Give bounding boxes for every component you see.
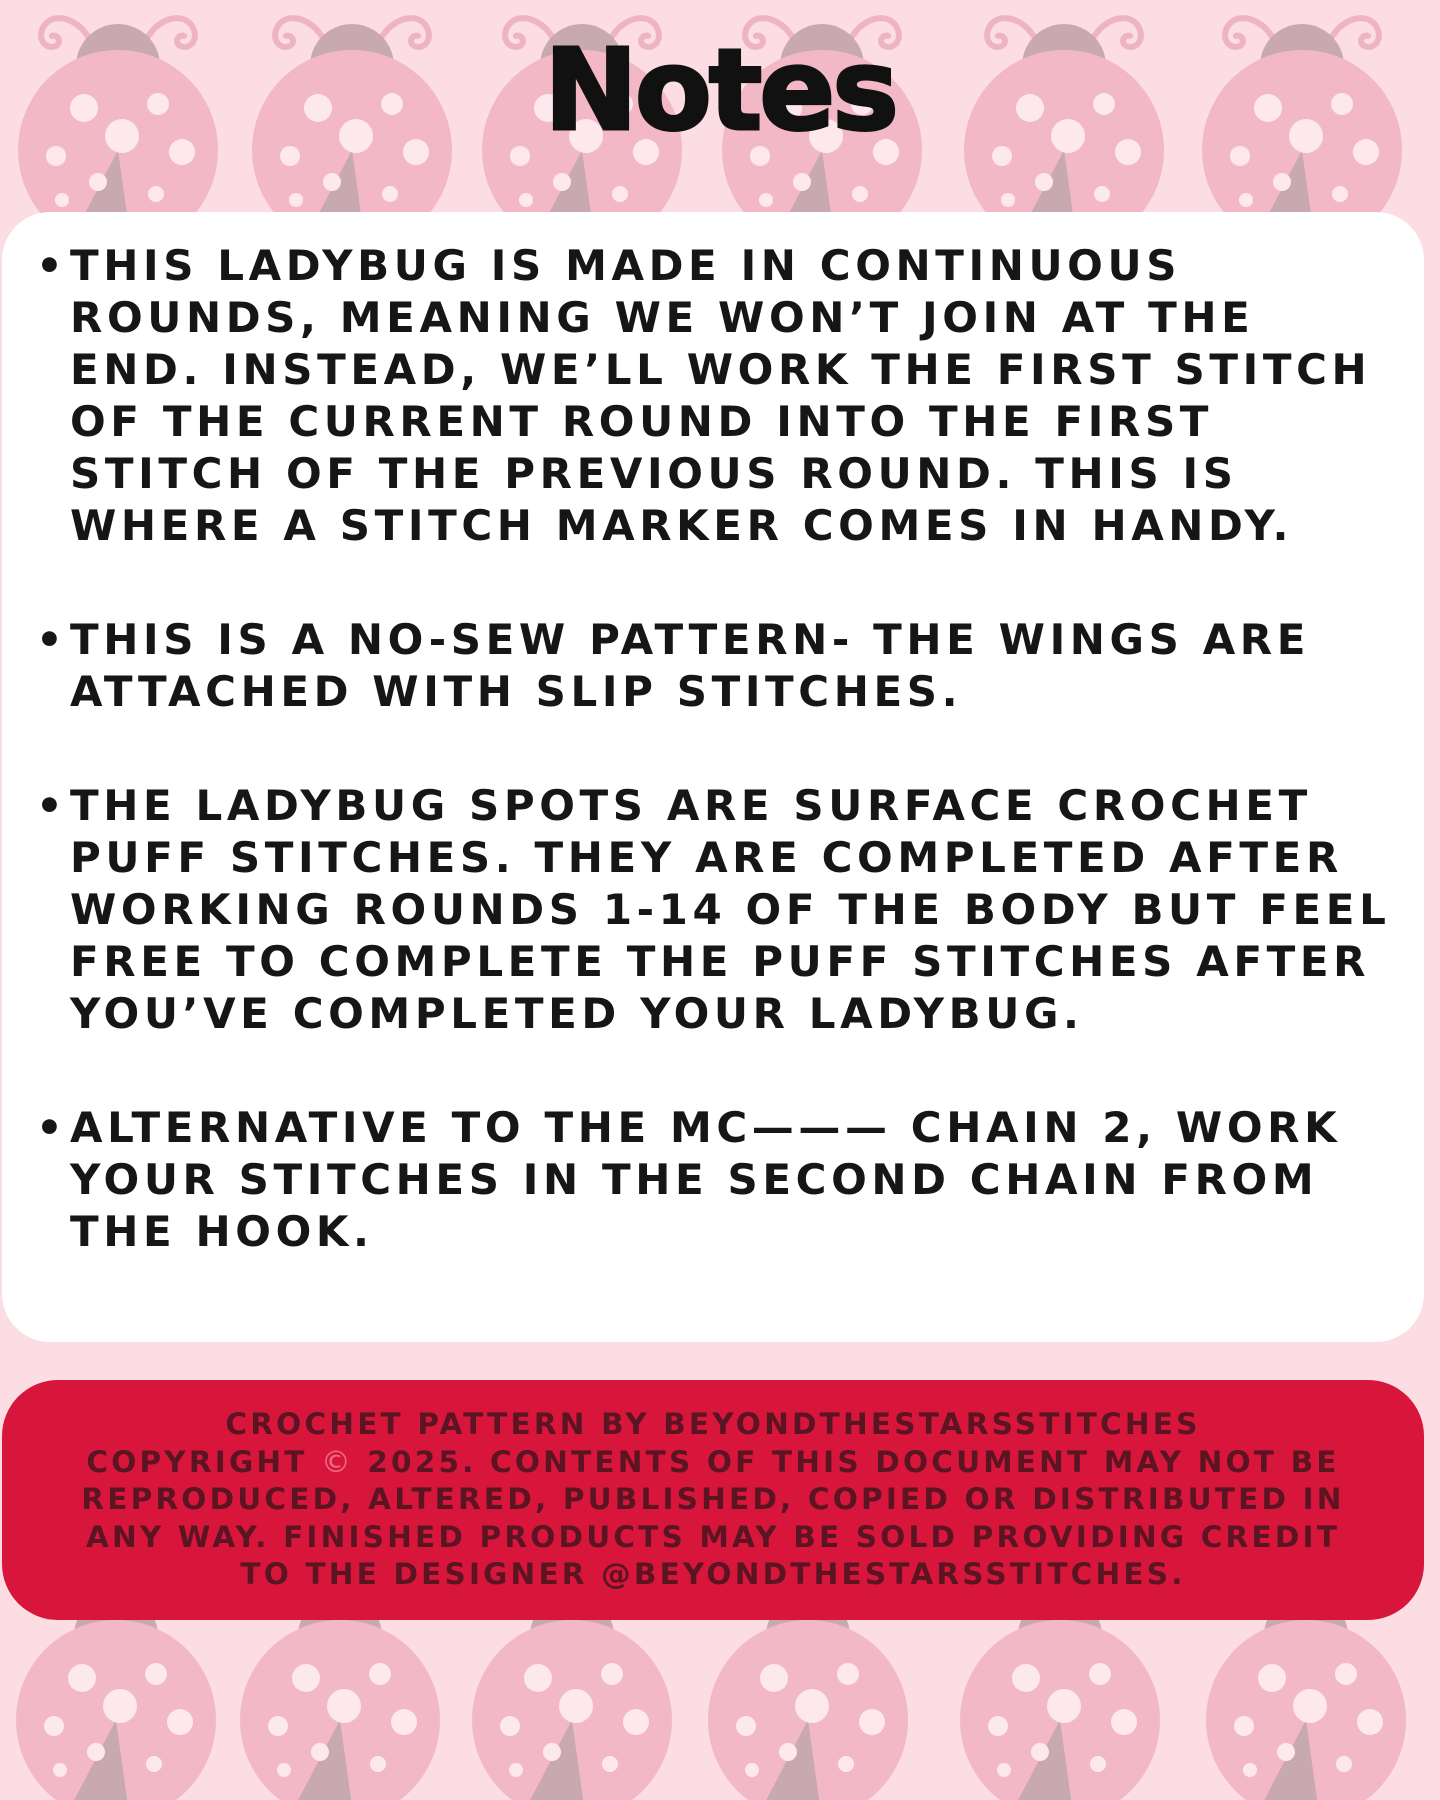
copyright-year-text: 2025. CONTENTS OF THIS DOCUMENT MAY NOT BE [367,1444,1340,1479]
copyright-notice [81,1406,1344,1594]
copyright-icon: © [321,1444,354,1479]
copyright-footer [2,1380,1424,1620]
copyright-label: COPYRIGHT [86,1444,308,1479]
page-title: Notes [544,26,896,156]
note-item [36,240,1404,552]
note-text: THE LADYBUG SPOTS ARE SURFACE CROCHET PUFF STITCHES. THEY ARE COMPLETED AFTER WORKING ROUNDS 1-14 OF THE BODY BUT FEEL FREE TO COMPLETE THE PUFF STITCHES AFTER YOU’VE COMPLETED YOUR LADYBUG. [70,781,1391,1038]
bullet-icon: • [36,241,68,290]
footer-line-3: REPRODUCED, ALTERED, PUBLISHED, COPIED OR DISTRIBUTED IN [81,1482,1345,1517]
note-item [36,780,1404,1040]
notes-list [2,212,1424,1258]
note-item [36,614,1404,718]
bullet-icon: • [36,781,68,830]
note-text: ALTERNATIVE TO THE MC——— CHAIN 2, WORK YOUR STITCHES IN THE SECOND CHAIN FROM THE HOOK. [70,1103,1342,1256]
footer-line-5: TO THE DESIGNER @BEYONDTHESTARSSTITCHES. [240,1557,1186,1592]
note-text: THIS LADYBUG IS MADE IN CONTINUOUS ROUNDS, MEANING WE WON’T JOIN AT THE END. INSTEAD, WE’LL WORK THE FIRST STITCH OF THE CURRENT ROUND INTO THE FIRST STITCH OF THE PREVIOUS ROUND. THIS IS WHERE A STITCH MARKER COMES IN HANDY. [70,241,1372,550]
bullet-icon: • [36,615,68,664]
footer-line-credit: CROCHET PATTERN BY BEYONDTHESTARSSTITCHES [225,1407,1201,1442]
bullet-icon: • [36,1103,68,1152]
note-text: THIS IS A NO-SEW PATTERN- THE WINGS ARE ATTACHED WITH SLIP STITCHES. [70,615,1311,716]
note-item [36,1102,1404,1258]
footer-line-copyright [81,1444,1344,1482]
footer-line-4: ANY WAY. FINISHED PRODUCTS MAY BE SOLD PROVIDING CREDIT [85,1519,1341,1554]
notes-card [2,212,1424,1342]
